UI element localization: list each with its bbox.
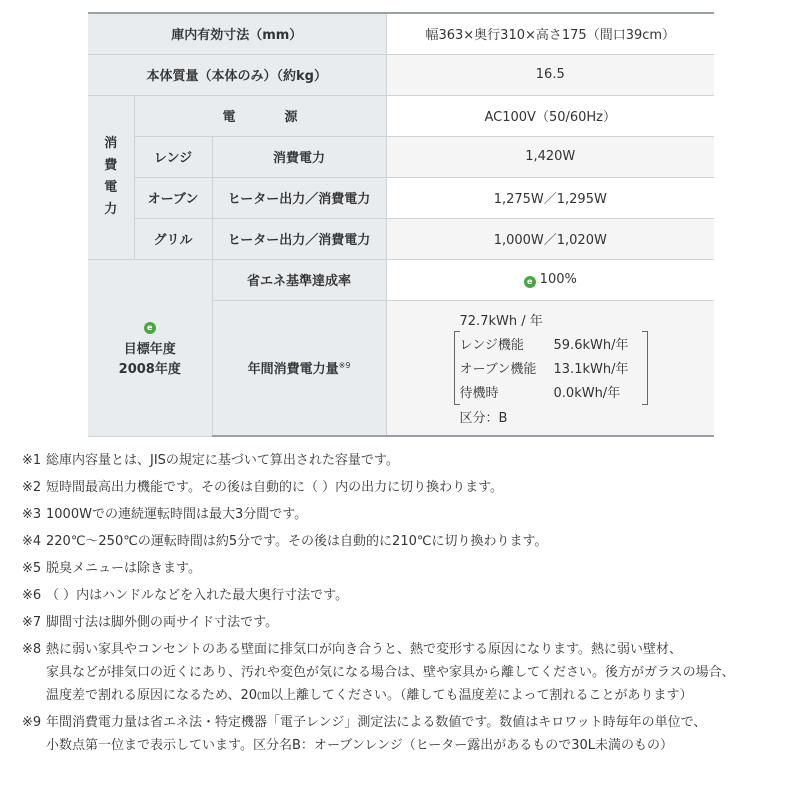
note-mark: ※9 <box>22 715 42 730</box>
note-text: 220℃～250℃の運転時間は約5分です。その後は自動的に210℃に切り換わります。 <box>46 534 548 549</box>
group-char: 消 <box>104 136 118 151</box>
note-text: 短時間最高出力機能です。その後は自動的に（ ）内の出力に切り換わります。 <box>46 480 504 495</box>
annual-energy-label: 年間消費電力量 <box>247 362 339 378</box>
note-mark: ※8 <box>22 642 42 657</box>
eco-mark-icon: e <box>524 276 536 288</box>
breakdown-name: 待機時 <box>459 385 499 401</box>
target-year-value: 2008年度 <box>118 361 181 377</box>
mode-label: オーブン <box>134 177 212 218</box>
note-text: 小数点第一位まで表示しています。区分名B：オーブンレンジ（ヒーター露出があるもので30L未満のもの） <box>46 738 673 753</box>
power-item-label: 消費電力 <box>212 136 386 177</box>
spec-label: 本体質量（本体のみ）（約kg） <box>88 54 386 95</box>
note-text: 熱に弱い家具やコンセントのある壁面に排気口が向き合うと、熱で変形する原因になります。熱に弱い壁材、 <box>46 642 682 657</box>
eco-rate-value: 100% <box>539 271 577 287</box>
footnotes <box>22 449 792 761</box>
breakdown-name: オーブン機能 <box>459 361 537 377</box>
eco-rate-label: 省エネ基準達成率 <box>212 259 386 300</box>
footnote-5 <box>22 557 792 580</box>
note-mark: ※4 <box>22 534 42 549</box>
spec-row-interior-size <box>88 13 714 54</box>
note-mark: ※7 <box>22 615 42 630</box>
spec-label: 庫内有効寸法（mm） <box>88 13 386 54</box>
target-year-cell <box>88 259 212 436</box>
note-mark: ※1 <box>22 453 42 468</box>
footnote-6 <box>22 584 792 607</box>
mode-label: レンジ <box>134 136 212 177</box>
note-text: （ ）内はハンドルなどを入れた最大奥行寸法です。 <box>46 588 349 603</box>
breakdown-name: レンジ機能 <box>459 337 524 353</box>
spec-table <box>88 12 714 437</box>
footnote-1 <box>22 449 792 472</box>
footnote-4 <box>22 530 792 553</box>
annual-note-mark: ※9 <box>338 361 351 371</box>
note-text: 年間消費電力量は省エネ法・特定機器「電子レンジ」測定法による数値です。数値はキロワット時毎年の単位で、 <box>46 715 707 730</box>
breakdown-value: 13.1kWh/年 <box>553 361 629 377</box>
power-group-label <box>88 95 134 259</box>
note-text: 脱臭メニューは除きます。 <box>46 561 201 576</box>
spec-value: 幅363×奥行310×高さ175（間口39cm） <box>386 13 714 54</box>
note-text: 脚間寸法は脚外側の両サイド寸法です。 <box>46 615 279 630</box>
footnote-8 <box>22 638 792 707</box>
breakdown-row <box>460 358 629 377</box>
spec-row-grill <box>88 218 714 259</box>
breakdown-value: 0.0kWh/年 <box>553 385 621 401</box>
note-text: 家具などが排気口の近くにあり、汚れや変色が気になる場合は、壁や家具から離してください。後方がガラスの場合、 <box>46 665 735 680</box>
group-char: 電 <box>104 180 118 195</box>
footnote-2 <box>22 476 792 499</box>
spec-row-range <box>88 136 714 177</box>
spec-row-power-source <box>88 95 714 136</box>
spec-row-eco-rate <box>88 259 714 300</box>
note-mark: ※2 <box>22 480 42 495</box>
eco-mark-icon: e <box>144 322 156 334</box>
eco-rate-cell <box>386 259 714 300</box>
note-text: 温度差で割れる原因になるため、20㎝以上離してください。（離しても温度差によって割れることがあります） <box>46 688 693 703</box>
breakdown-value: 59.6kWh/年 <box>553 337 629 353</box>
note-text: 1000Wでの連続運転時間は最大3分間です。 <box>46 507 308 522</box>
breakdown-row <box>460 382 621 401</box>
annual-total: 72.7kWh / 年 <box>459 313 543 329</box>
annual-energy-label-cell <box>212 300 386 436</box>
target-year-label: 目標年度 <box>123 341 176 357</box>
note-text: 総庫内容量とは、JISの規定に基づいて算出された容量です。 <box>46 453 399 468</box>
note-mark: ※5 <box>22 561 42 576</box>
bracket-right <box>642 331 648 405</box>
power-source-value: AC100V（50/60Hz） <box>386 95 714 136</box>
footnote-7 <box>22 611 792 634</box>
breakdown-row <box>460 334 629 353</box>
spec-row-weight <box>88 54 714 95</box>
power-item-value: 1,275W／1,295W <box>386 177 714 218</box>
power-item-label: ヒーター出力／消費電力 <box>212 218 386 259</box>
annual-energy-value-cell <box>386 300 714 436</box>
footnote-3 <box>22 503 792 526</box>
category-label: 区分：B <box>459 410 508 426</box>
power-item-label: ヒーター出力／消費電力 <box>212 177 386 218</box>
note-mark: ※3 <box>22 507 42 522</box>
power-source-label: 電 源 <box>134 95 386 136</box>
spec-row-oven <box>88 177 714 218</box>
power-item-value: 1,000W／1,020W <box>386 218 714 259</box>
mode-label: グリル <box>134 218 212 259</box>
power-item-value: 1,420W <box>386 136 714 177</box>
group-char: 力 <box>104 202 118 217</box>
group-char: 費 <box>104 158 118 173</box>
spec-value: 16.5 <box>386 54 714 95</box>
footnote-9 <box>22 711 792 757</box>
note-mark: ※6 <box>22 588 42 603</box>
